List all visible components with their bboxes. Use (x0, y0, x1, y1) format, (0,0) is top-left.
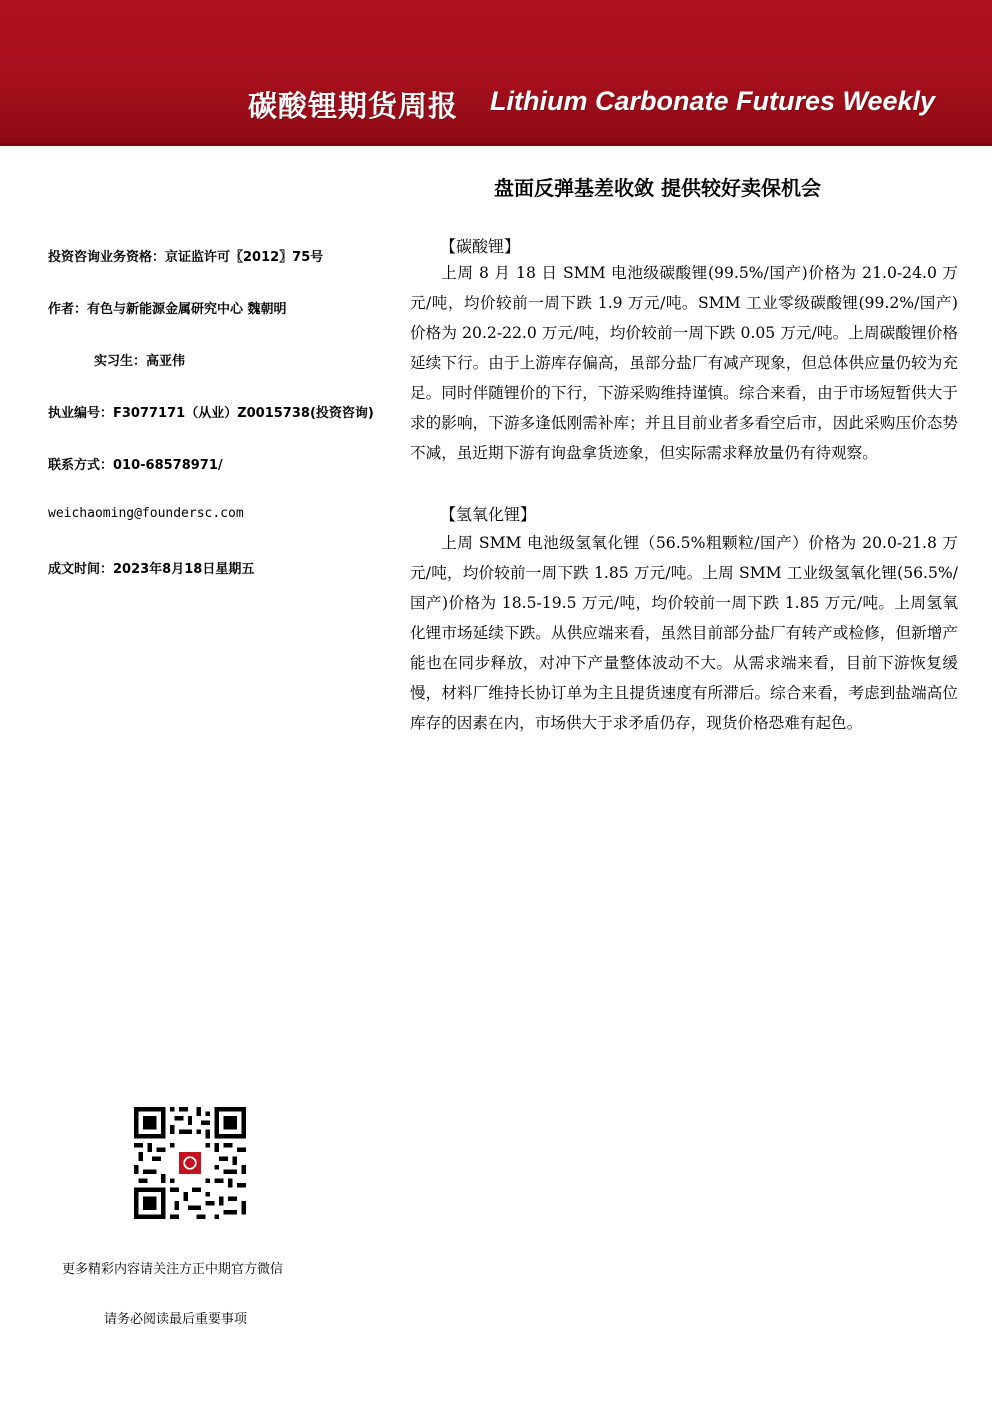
email-link[interactable]: weichaoming@foundersc.com (48, 506, 244, 521)
intern-text: 实习生：高亚伟 (94, 354, 186, 369)
contact-text: 联系方式：010-68578971/ (48, 458, 223, 473)
important-notice: 请务必阅读最后重要事项 (104, 1312, 248, 1327)
section-body-lithium-carbonate: 上周 8 月 18 日 SMM 电池级碳酸锂(99.5%/国产)价格为 21.0-24.0 万元/吨，均价较前一周下跌 1.9 万元/吨。SMM 工业零级碳酸锂(99.2%/国产)价格为 20.2-22.0 万元/吨，均价较前一周下跌 0.05 万元/吨。上周碳酸锂价格延续下行。由于上游库存偏高，虽部分盐厂有减产现象，但总体供应量仍较为充足。同时伴随锂价的下行，下游采购维持谨慎。综合来看，由于市场短暂供大于求的影响，下游多逢低刚需补库；并且目前业者多看空后市，因此采购压价态势不减，虽近期下游有询盘拿货迹象，但实际需求释放量仍有待观察。 (410, 264, 958, 462)
report-header (0, 0, 992, 146)
section-body-lithium-hydroxide: 上周 SMM 电池级氢氧化锂（56.5%粗颗粒/国产）价格为 20.0-21.8 万元/吨，均价较前一周下跌 1.85 万元/吨。上周 SMM 工业级氢氧化锂(56.5%/国产)价格为 18.5-19.5 万元/吨，均价较前一周下跌 1.85 万元/吨。上周氢氧化锂市场延续下跌。从供应端来看，虽然目前部分盐厂有转产或检修，但新增产能也在同步释放，对冲下产量整体波动不大。从需求端来看，目前下游恢复缓慢，材料厂维持长协订单为主且提货速度有所滞后。综合来看，考虑到盐端高位库存的因素在内，市场供大于求矛盾仍存，现货价格恐难有起色。 (410, 534, 958, 732)
header-divider (0, 143, 992, 146)
qr-caption: 更多精彩内容请关注方正中期官方微信 (62, 1262, 284, 1277)
report-headline: 盘面反弹基差收敛 提供较好卖保机会 (494, 176, 821, 200)
report-title-cn: 碳酸锂期货周报 (248, 89, 459, 123)
section-heading-lithium-hydroxide: 【氢氧化锂】 (440, 505, 537, 524)
qualification-text: 投资咨询业务资格：京证监许可〖2012〗75号 (48, 250, 324, 265)
date-text: 成文时间：2023年8月18日星期五 (48, 562, 255, 577)
report-title-en: Lithium Carbonate Futures Weekly (490, 86, 936, 116)
section-heading-lithium-carbonate: 【碳酸锂】 (440, 237, 521, 256)
qr-code-icon[interactable] (134, 1107, 246, 1219)
author-text: 作者：有色与新能源金属研究中心 魏朝明 (48, 302, 287, 317)
license-text: 执业编号：F3077171（从业）Z0015738(投资咨询) (48, 406, 374, 421)
